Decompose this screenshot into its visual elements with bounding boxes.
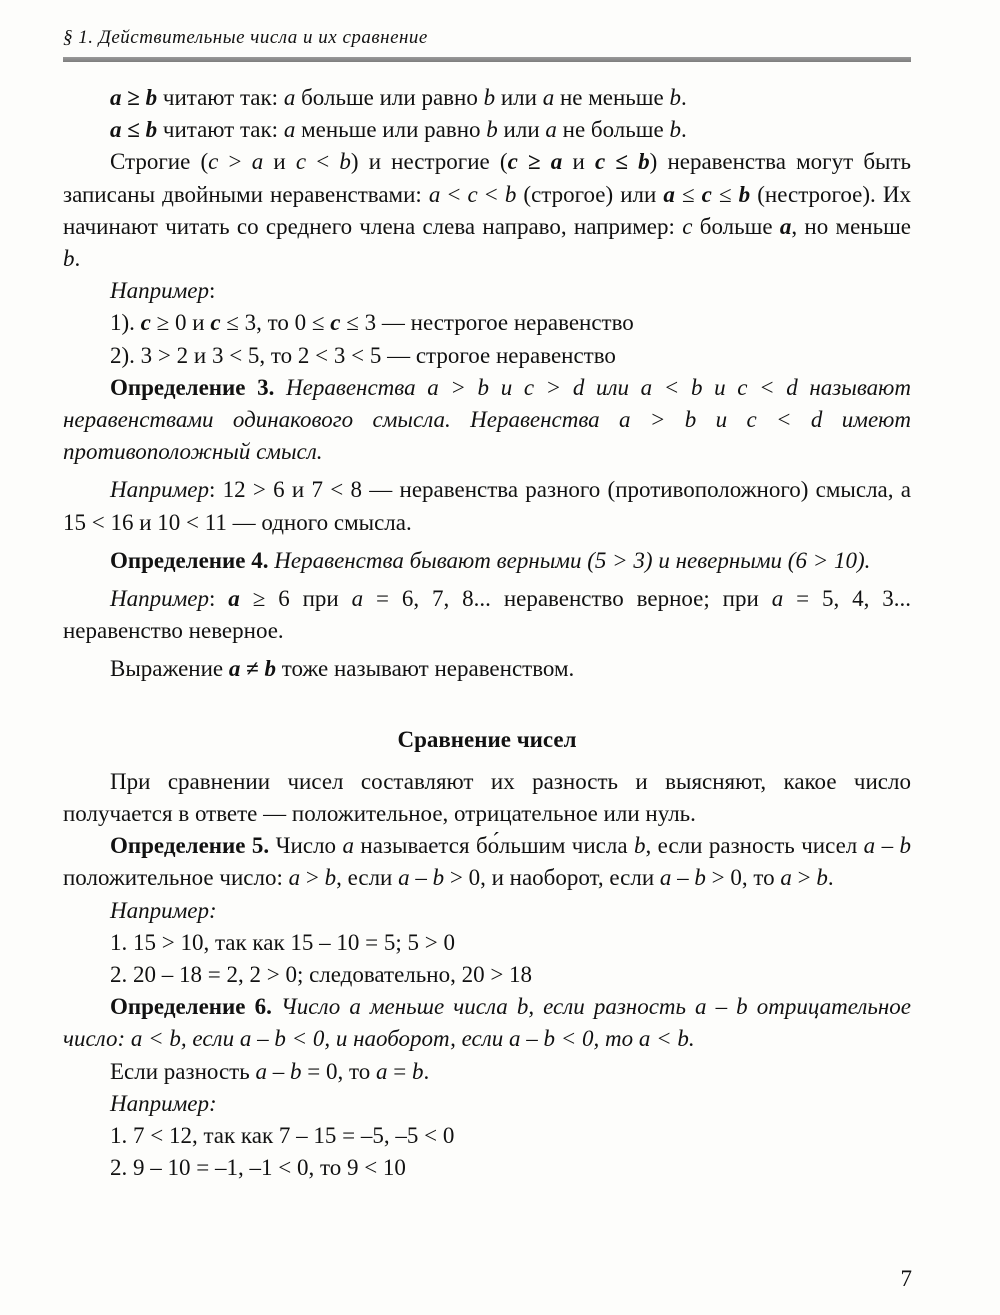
example-item: 1). c ≥ 0 и c ≤ 3, то 0 ≤ c ≤ 3 — нестрогое неравенство — [110, 310, 634, 336]
example-item: 1. 7 < 12, так как 7 – 15 = –5, –5 < 0 — [110, 1123, 455, 1149]
example-item: 2. 20 – 18 = 2, 2 > 0; следовательно, 20 > 18 — [110, 962, 533, 988]
paragraph-double-inequalities: Строгие (c > a и c < b) и нестрогие (c ≥ a и c ≤ b) неравенства могут быть записаны двойными неравенствами: a < c < b (строгое) или a ≤ c ≤ b (нестрогое). Их начинают читать со среднего члена слева направо, например: c больше a, но меньше b. — [63, 149, 912, 272]
header-title: § 1. Действительные числа и их сравнение — [63, 27, 428, 48]
section-title: Сравнение чисел — [397, 726, 577, 752]
header-rule — [63, 57, 911, 62]
example-label: Например: — [110, 278, 216, 304]
example-label: Например: — [110, 1090, 217, 1116]
page-number: 7 — [900, 1266, 912, 1291]
definition-5: Определение 5. Число a называется бо́льшим числа b, если разность чисел a – b положительное число: a > b, если a – b > 0, и наоборот, если a – b > 0, то a > b. — [63, 833, 912, 891]
definition-6: Определение 6. Число a меньше числа b, если разность a – b отрицательное число: a < b, если a – b < 0, и наоборот, если a – b < 0, то a < b. — [63, 994, 911, 1052]
paragraph-equal-difference: Если разность a – b = 0, то a = b. — [110, 1058, 430, 1084]
paragraph-gte-reading: a ≥ b читают так: a больше или равно b или a не меньше b. — [110, 85, 687, 110]
definition-3: Определение 3. Неравенства a > b и c > d или a < b и c < d называют неравенствами одинакового смысла. Неравенства a > b и c < d имеют противоположный смысл. — [63, 374, 911, 465]
example-label: Например: — [110, 897, 217, 923]
paragraph-comparison-intro: При сравнении чисел составляют их разность и выясняют, какое число получается в ответе — положительное, отрицательное или нуль. — [63, 768, 911, 827]
paragraph-not-equal: Выражение a ≠ b тоже называют неравенством. — [110, 656, 575, 682]
definition-4: Определение 4. Неравенства бывают верными (5 > 3) и неверными (6 > 10). — [110, 547, 871, 573]
example-paragraph: Например: 12 > 6 и 7 < 8 — неравенства разного (противоположного) смысла, а 15 < 16 и 10 < 11 — одного смысла. — [63, 477, 911, 535]
example-item: 2). 3 > 2 и 3 < 5, то 2 < 3 < 5 — строгое неравенство — [110, 342, 616, 368]
example-item: 2. 9 – 10 = –1, –1 < 0, то 9 < 10 — [110, 1155, 406, 1181]
example-paragraph: Например: a ≥ 6 при a = 6, 7, 8... неравенство верное; при a = 5, 4, 3... неравенство неверное. — [63, 586, 911, 644]
page-content — [63, 82, 911, 1185]
example-item: 1. 15 > 10, так как 15 – 10 = 5; 5 > 0 — [110, 929, 455, 955]
paragraph-lte-reading: a ≤ b читают так: a меньше или равно b или a не больше b. — [110, 117, 687, 143]
page-header — [63, 27, 911, 62]
